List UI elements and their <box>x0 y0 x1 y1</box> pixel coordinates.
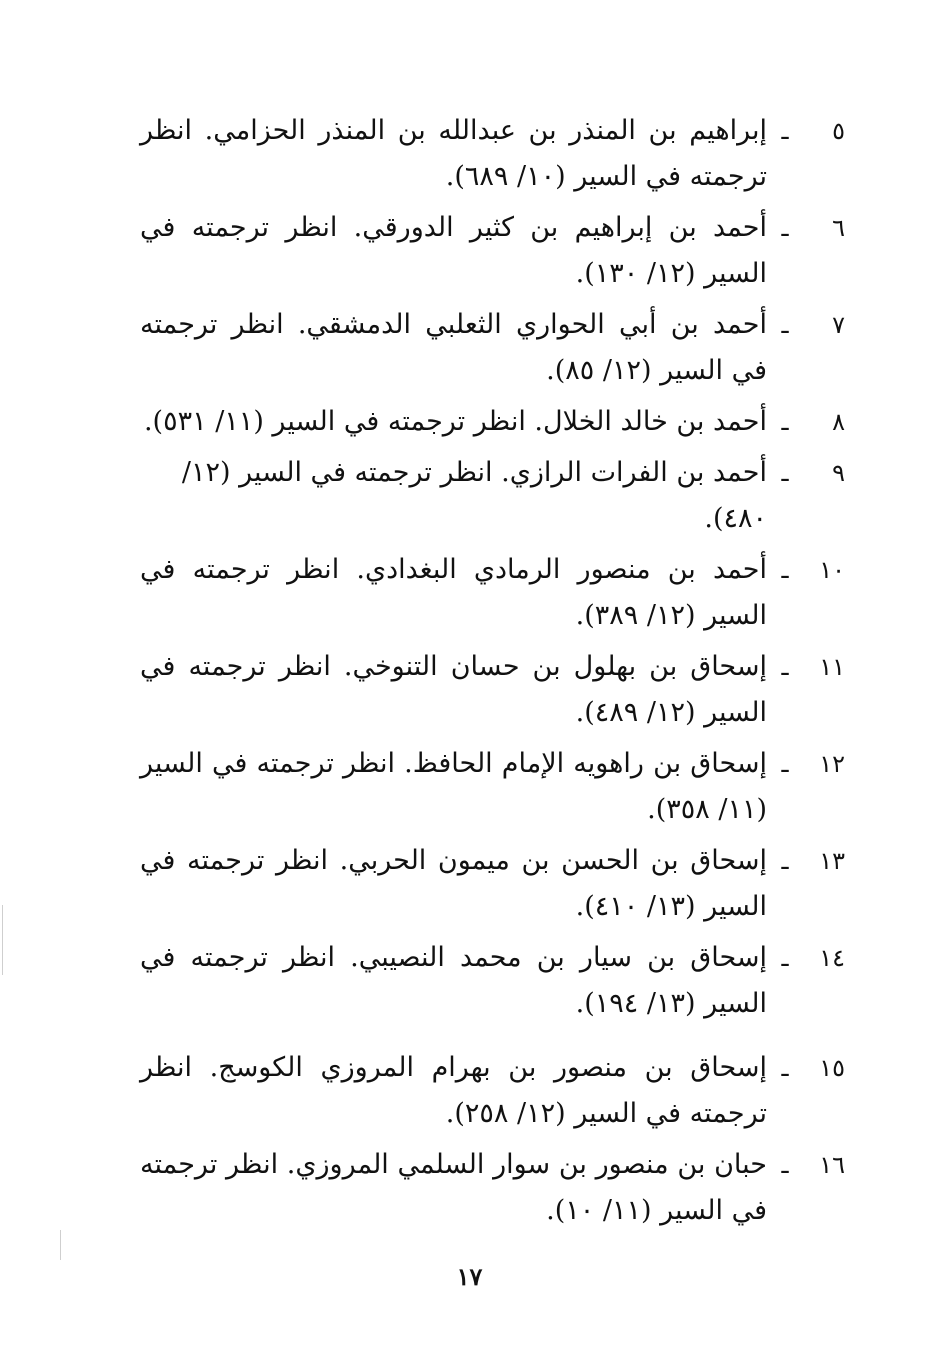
scan-edge-line <box>2 905 3 975</box>
entry-text: إسحاق بن منصور بن بهرام المروزي الكوسج. انظر ترجمته في السير (١٢/ ٢٥٨). <box>140 1052 767 1129</box>
entry-number: ١٤ <box>819 944 845 972</box>
entry-text: أحمد بن خالد الخلال. انظر ترجمته في السير (١١/ ٥٣١). <box>143 406 767 437</box>
entry-number: ٨ <box>832 408 845 436</box>
entry-8 <box>140 399 845 445</box>
entry-number: ٥ <box>832 117 845 145</box>
entry-dash: ـ <box>781 847 789 875</box>
entry-text: إسحاق بن الحسن بن ميمون الحربي. انظر ترجمته في السير (١٣/ ٤١٠). <box>140 845 767 922</box>
entry-7 <box>140 302 845 394</box>
entry-text: إسحاق بن سيار بن محمد النصيبي. انظر ترجمته في السير (١٣/ ١٩٤). <box>140 942 767 1019</box>
entry-number: ١١ <box>819 653 845 681</box>
entry-dash: ـ <box>781 117 789 145</box>
entry-16 <box>140 1142 845 1234</box>
entry-12 <box>140 741 845 833</box>
entry-text: إسحاق بن بهلول بن حسان التنوخي. انظر ترجمته في السير (١٢/ ٤٨٩). <box>140 651 767 728</box>
entry-number: ٦ <box>832 214 845 242</box>
entry-10 <box>140 547 845 639</box>
entry-dash: ـ <box>781 311 789 339</box>
entry-text: حبان بن منصور بن سوار السلمي المروزي. انظر ترجمته في السير (١١/ ١٠). <box>140 1149 767 1226</box>
entry-text: إبراهيم بن المنذر بن عبدالله بن المنذر الحزامي. انظر ترجمته في السير (١٠/ ٦٨٩). <box>140 115 767 192</box>
entry-6 <box>140 205 845 297</box>
entry-15 <box>140 1045 845 1137</box>
entry-dash: ـ <box>781 214 789 242</box>
entry-dash: ـ <box>781 750 789 778</box>
entry-number: ١٣ <box>819 847 845 875</box>
entry-text: أحمد بن منصور الرمادي البغدادي. انظر ترجمته في السير (١٢/ ٣٨٩). <box>140 554 767 631</box>
entry-dash: ـ <box>781 408 789 436</box>
page-number: ١٧ <box>456 1262 483 1291</box>
entry-text: أحمد بن إبراهيم بن كثير الدورقي. انظر ترجمته في السير (١٢/ ١٣٠). <box>140 212 767 289</box>
entry-text: أحمد بن أبي الحواري الثعلبي الدمشقي. انظر ترجمته في السير (١٢/ ٨٥). <box>140 309 767 386</box>
entry-number: ١٠ <box>819 556 845 584</box>
entry-text: أحمد بن الفرات الرازي. انظر ترجمته في السير (١٢/ ٤٨٠). <box>181 457 767 534</box>
entry-11 <box>140 644 845 736</box>
entry-9 <box>140 450 845 542</box>
entry-5 <box>140 108 845 200</box>
entry-text: إسحاق بن راهويه الإمام الحافظ. انظر ترجمته في السير (١١/ ٣٥٨). <box>140 748 767 825</box>
entry-13 <box>140 838 845 930</box>
entry-dash: ـ <box>781 459 789 487</box>
entry-14 <box>140 935 845 1027</box>
entry-dash: ـ <box>781 944 789 972</box>
entry-number: ١٢ <box>819 750 845 778</box>
entry-dash: ـ <box>781 1054 789 1082</box>
entry-number: ٩ <box>832 459 845 487</box>
entry-dash: ـ <box>781 653 789 681</box>
entry-number: ١٦ <box>819 1151 845 1179</box>
scan-edge-line <box>60 1230 61 1260</box>
biography-entry-list <box>140 108 845 1239</box>
entry-dash: ـ <box>781 1151 789 1179</box>
entry-number: ٧ <box>832 311 845 339</box>
entry-dash: ـ <box>781 556 789 584</box>
entry-number: ١٥ <box>819 1054 845 1082</box>
